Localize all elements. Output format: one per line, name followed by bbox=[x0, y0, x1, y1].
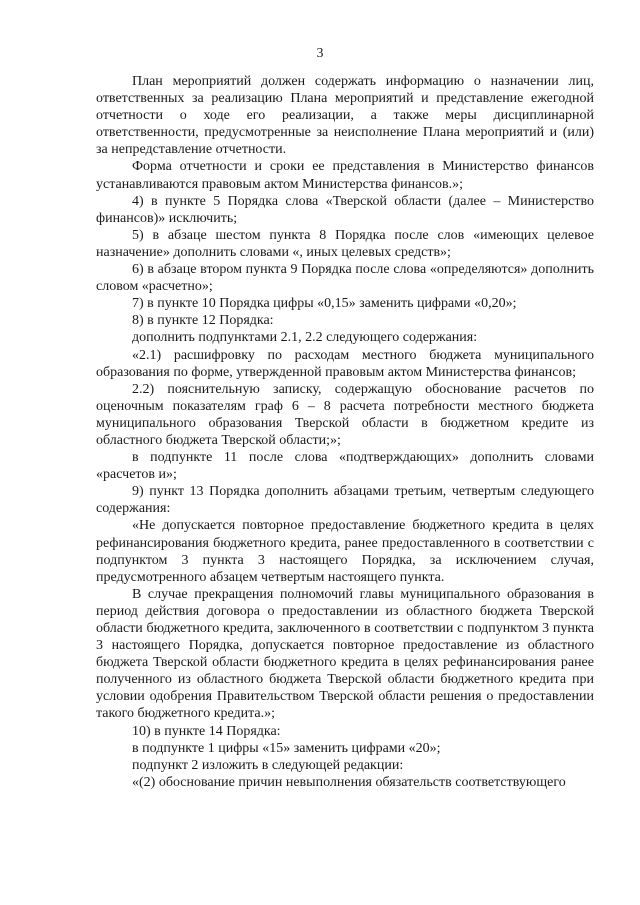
paragraph: в подпункте 1 цифры «15» заменить цифрами «20»; bbox=[132, 740, 441, 756]
paragraph: 7) в пункте 10 Порядка цифры «0,15» заменить цифрами «0,20»; bbox=[132, 296, 517, 312]
paragraph: Форма отчетности и сроки ее представления в Министерство финансов устанавливаются правовым актом Министерства финансов.»; bbox=[96, 159, 594, 192]
paragraph: «Не допускается повторное предоставление бюджетного кредита в целях рефинансирования бюджетного кредита, ранее предоставленного в соответствии с подпунктом 3 пункта 3 настоящего Порядка, за исключением случая, предусмотренного абзацем четвертым настоящего пункта. bbox=[96, 518, 594, 585]
paragraph: 8) в пункте 12 Порядка: bbox=[132, 313, 274, 329]
paragraph: подпункт 2 изложить в следующей редакции: bbox=[132, 757, 404, 773]
paragraph: дополнить подпунктами 2.1, 2.2 следующего содержания: bbox=[132, 330, 478, 346]
paragraph: 10) в пункте 14 Порядка: bbox=[132, 723, 281, 739]
paragraph: «(2) обоснование причин невыполнения обязательств соответствующего bbox=[132, 774, 566, 790]
paragraph: 6) в абзаце втором пункта 9 Порядка после слова «определяются» дополнить словом «расчетно»; bbox=[96, 262, 594, 295]
paragraph: 5) в абзаце шестом пункта 8 Порядка после слов «имеющих целевое назначение» дополнить словами «, иных целевых средств»; bbox=[96, 227, 594, 260]
paragraph: «2.1) расшифровку по расходам местного бюджета муниципального образования по форме, утвержденной правовым актом Министерства финансов; bbox=[96, 347, 594, 380]
paragraph: В случае прекращения полномочий главы муниципального образования в период действия договора о предоставлении из областного бюджета Тверской области бюджетного кредита, заключенного в соответствии с подпунктом 3 пункта 3 настоящего Порядка, допускается повторное предоставление из областного бюджета Тверской области бюджетного кредита в целях рефинансирования ранее полученного из областного бюджета Тверской области бюджетного кредита при условии одобрения Правительством Тверской области решения о предоставлении такого бюджетного кредита.»; bbox=[96, 586, 594, 722]
document-body bbox=[96, 73, 594, 791]
page-number: 3 bbox=[316, 46, 324, 61]
paragraph: в подпункте 11 после слова «подтверждающих» дополнить словами «расчетов и»; bbox=[96, 450, 594, 483]
paragraph: 2.2) пояснительную записку, содержащую обоснование расчетов по оценочным показателям граф 6 – 8 расчета потребности местного бюджета муниципального образования Тверской области в бюджетном кредите из областного бюджета Тверской области;»; bbox=[96, 381, 594, 448]
paragraph: План мероприятий должен содержать информацию о назначении лиц, ответственных за реализацию Плана мероприятий и представление ежегодной отчетности о ходе его реализации, а также меры дисциплинарной ответственности, предусмотренные за неисполнение Плана мероприятий и (или) за непредставление отчетности. bbox=[96, 74, 594, 158]
paragraph: 9) пункт 13 Порядка дополнить абзацами третьим, четвертым следующего содержания: bbox=[96, 484, 594, 517]
paragraph: 4) в пункте 5 Порядка слова «Тверской области (далее – Министерство финансов)» исключить; bbox=[96, 193, 594, 226]
